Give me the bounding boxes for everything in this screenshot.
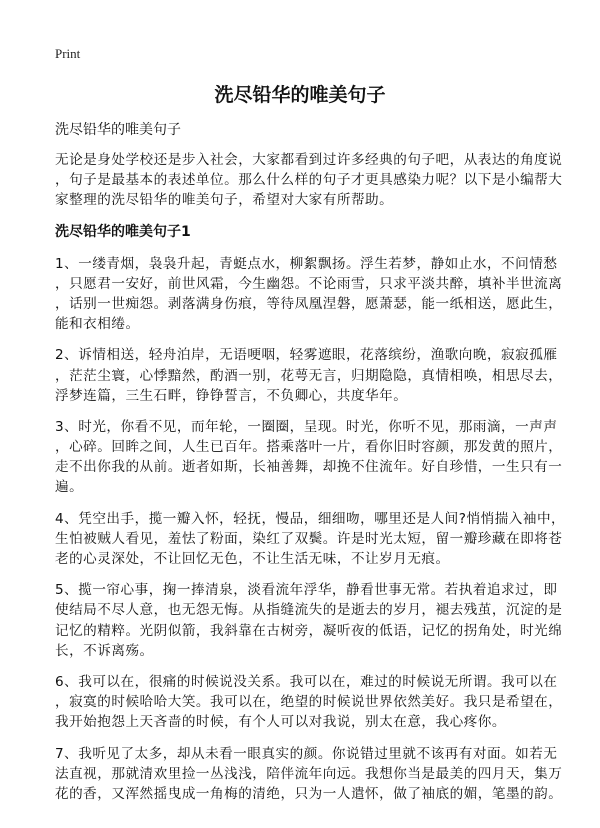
text-line: 老的心灵深处，不让回忆无色，不让生活无味，不让岁月无痕。 [55,551,450,567]
text-line: 使结局不尽人意，也无怨无悔。从指缝流失的是逝去的岁月，褪去残茧，沉淀的是 [55,602,563,619]
print-link[interactable]: Print [55,46,81,61]
quote-paragraph [55,345,563,406]
text-line: 5、揽一帘心事，掬一捧清泉，淡看流年浮华，静看世事无常。若执着追求过，即 [55,582,558,599]
text-line: 3、时光，你看不见，而年轮，一圈圈，呈现。时光，你听不见，那雨滴，一声声 [55,418,558,435]
quote-paragraph [55,744,563,805]
quote-paragraph [55,672,563,733]
text-line: 7、我听见了太多，却从未看一眼真实的颜。你说错过里就不该再有对面。如若无 [55,745,558,762]
article-body [55,120,566,815]
text-line: ，茫茫尘寰，心悸黯然，酌酒一别，花萼无言，归期隐隐，真情相唤，相思尽去， [55,367,563,384]
quote-paragraph [55,580,563,661]
text-line: ，心碎。回眸之间，人生已百年。搭乘落叶一片，看你旧时容颜，那发黄的照片， [55,439,563,456]
text-line: ，寂寞的时候哈哈大笑。我可以在，绝望的时候说世界依然美好。我只是希望在， [55,694,563,711]
text-line: 4、凭空出手，揽一瓣入怀，轻抚，慢品，细细吻，哪里还是人间?悄悄揣入袖中， [55,510,566,527]
text-line: 浮梦连篇，三生石畔，铮铮誓言，不负卿心，共度华年。 [55,387,408,404]
text-line: 6、我可以在，很痛的时候说没关系。我可以在，难过的时候说无所谓。我可以在 [55,673,558,690]
text-line: ，话别一世痴怨。剥落满身伤痕，等待凤凰涅磐，愿萧瑟，能一纸相送，愿此生， [55,295,563,312]
text-line: ，只愿君一安好，前世风霜，今生幽怨。不论雨雪，只求平淡共醉，填补半世流离 [55,275,563,292]
text-line: 走不出你我的从前。逝者如斯，长袖善舞，却挽不住流年。好自珍惜，一生只有一 [55,459,563,476]
text-line: 法直视，那就清欢里捡一丛浅浅，陪伴流年向远。我想你当是最美的四月天，集万 [55,765,563,782]
text-line: 无论是身处学校还是步入社会，大家都看到过许多经典的句子吧，从表达的角度说 [55,152,563,168]
text-line: ，句子是最基本的表述单位。那么什么样的句子才更具感染力呢？以下是小编帮大 [55,172,563,189]
quote-list [55,254,566,805]
text-line: 花的香，又浑然摇曳成一角梅的清绝，只为一人遣怀，做了袖底的媚，笔墨的韵。 [55,785,563,802]
quote-paragraph [55,509,566,570]
text-line: 能和衣相绻。 [55,316,140,333]
intro-paragraph [55,150,563,211]
text-line: 2、诉情相送，轻舟泊岸，无语哽咽，轻雾遮眼，花落缤纷，渔歌向晚，寂寂孤雁 [55,347,558,364]
text-line: 生怕被贼人看见，羞怯了粉面，染红了双鬓。许是时光太短，留一瓣珍藏在即将苍 [55,530,563,547]
quote-paragraph [55,417,563,498]
quote-paragraph [55,254,563,335]
text-line: 家整理的洗尽铅华的唯美句子，希望对大家有所帮助。 [55,192,394,209]
text-line: 长，不诉离殇。 [55,642,154,659]
text-line: 我开始抱怨上天吝啬的时候，有个人可以对我说，别太在意，我心疼你。 [55,714,506,731]
article-subtitle: 洗尽铅华的唯美句子 [55,122,181,138]
text-line: 遍。 [55,479,84,496]
section-heading: 洗尽铅华的唯美句子1 [55,223,191,240]
text-line: 记忆的精粹。光阴似箭，我斜靠在古树旁，凝听夜的低语，记忆的拐角处，时光绵 [55,622,563,639]
page-title: 洗尽铅华的唯美句子 [214,84,386,106]
text-line: 1、一缕青烟，袅袅升起，青蜓点水，柳絮飘扬。浮生若梦，静如止水，不问情愁 [55,255,558,272]
